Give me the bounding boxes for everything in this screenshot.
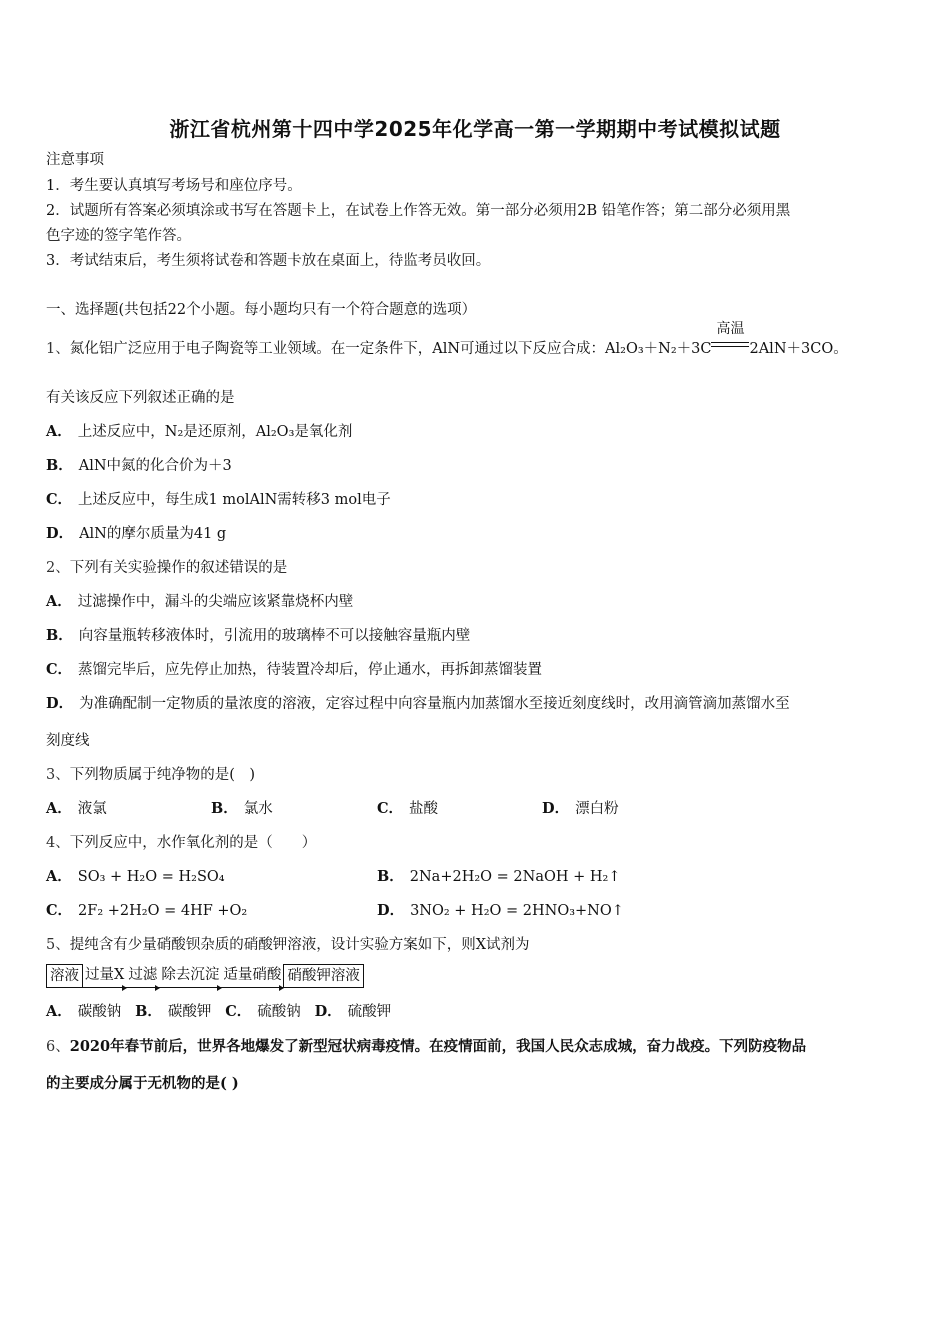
option-a: A． 碳酸钠 [46,1003,122,1020]
page-title: 浙江省杭州第十四中学2025年化学高一第一学期期中考试模拟试题 [169,117,781,141]
option-a: A． SO₃ + H₂O = H₂SO₄ [46,868,225,885]
question-stem: 有关该反应下列叙述正确的是 [46,390,235,406]
options-row [46,1002,391,1022]
notice-item: 1．考生要认真填写考场号和座位序号。 [46,178,302,194]
flow-end: 硝酸钾溶液 [283,964,364,988]
question-2: 2、下列有关实验操作的叙述错误的是 [46,560,288,576]
flow-step: 过量X [83,965,126,988]
question-6: 6、2020年春节前后，世界各地爆发了新型冠状病毒疫情。在疫情面前，我国人民众志成城，奋力战疫。下列防疫物品 [46,1038,807,1055]
equation-left: Al₂O₃＋N₂＋3C [605,341,712,357]
question-text: 氮化铝广泛应用于电子陶瓷等工业领域。在一定条件下，AlN可通过以下反应合成： [69,341,606,357]
option-b: B． 碳酸钾 [135,1003,212,1020]
notice-item: 3．考试结束后，考生须将试卷和答题卡放在桌面上，待监考员收回。 [46,253,491,269]
option-a: A． 过滤操作中，漏斗的尖端应该紧靠烧杯内壁 [46,593,354,610]
option-a: A． 液氯 [46,800,107,817]
equals-sign [711,342,749,347]
flow-step: 除去沉淀 [159,965,221,988]
question-5: 5、提纯含有少量硝酸钡杂质的硝酸钾溶液，设计实验方案如下，则X试剂为 [46,937,530,953]
option-d: D． 硫酸钾 [314,1003,392,1020]
question-1 [46,321,848,359]
flow-step: 过滤 [126,965,159,988]
flow-step: 适量硝酸 [221,965,283,988]
equation-right: 2AlN＋3CO。 [749,341,848,357]
option-c: C． 盐酸 [377,800,439,817]
option-c: C． 上述反应中，每生成1 molAlN需转移3 mol电子 [46,491,391,508]
notice-heading: 注意事项 [46,152,104,168]
option-b: B． 2Na+2H₂O = 2NaOH + H₂↑ [377,868,621,885]
notice-item: 色字迹的签字笔作答。 [46,228,191,244]
flow-diagram [46,964,364,988]
question-number: 1、 [46,341,70,357]
option-d-continued: 刻度线 [46,733,90,749]
option-d: D． 漂白粉 [542,800,619,817]
option-c: C． 硫酸钠 [225,1003,301,1020]
option-c: C． 蒸馏完毕后，应先停止加热，待装置冷却后，停止通水，再拆卸蒸馏装置 [46,661,543,678]
option-c: C． 2F₂ +2H₂O = 4HF +O₂ [46,902,248,919]
option-d: D． 3NO₂ + H₂O = 2HNO₃+NO↑ [377,902,624,919]
condition-label: 高温 [716,321,745,337]
option-b: B． AlN中氮的化合价为＋3 [46,457,232,474]
section-heading: 一、选择题(共包括22个小题。每小题均只有一个符合题意的选项） [46,302,477,318]
option-d: D． 为准确配制一定物质的量浓度的溶液，定容过程中向容量瓶内加蒸馏水至接近刻度线时，改用滴管滴加蒸馏水至 [46,695,790,712]
option-b: B． 向容量瓶转移液体时，引流用的玻璃棒不可以接触容量瓶内壁 [46,627,471,644]
notice-item: 2．试题所有答案必须填涂或书写在答题卡上，在试卷上作答无效。第一部分必须用2B 铅笔作答；第二部分必须用黑 [46,203,791,219]
question-4: 4、下列反应中，水作氧化剂的是（ ） [46,835,317,851]
option-b: B． 氯水 [211,800,273,817]
option-d: D． AlN的摩尔质量为41 g [46,525,227,542]
question-6-continued: 的主要成分属于无机物的是( ) [46,1075,239,1092]
reaction-condition [711,321,749,359]
question-3: 3、下列物质属于纯净物的是( ) [46,767,256,783]
option-a: A． 上述反应中，N₂是还原剂，Al₂O₃是氧化剂 [46,423,353,440]
flow-start: 溶液 [46,964,83,988]
